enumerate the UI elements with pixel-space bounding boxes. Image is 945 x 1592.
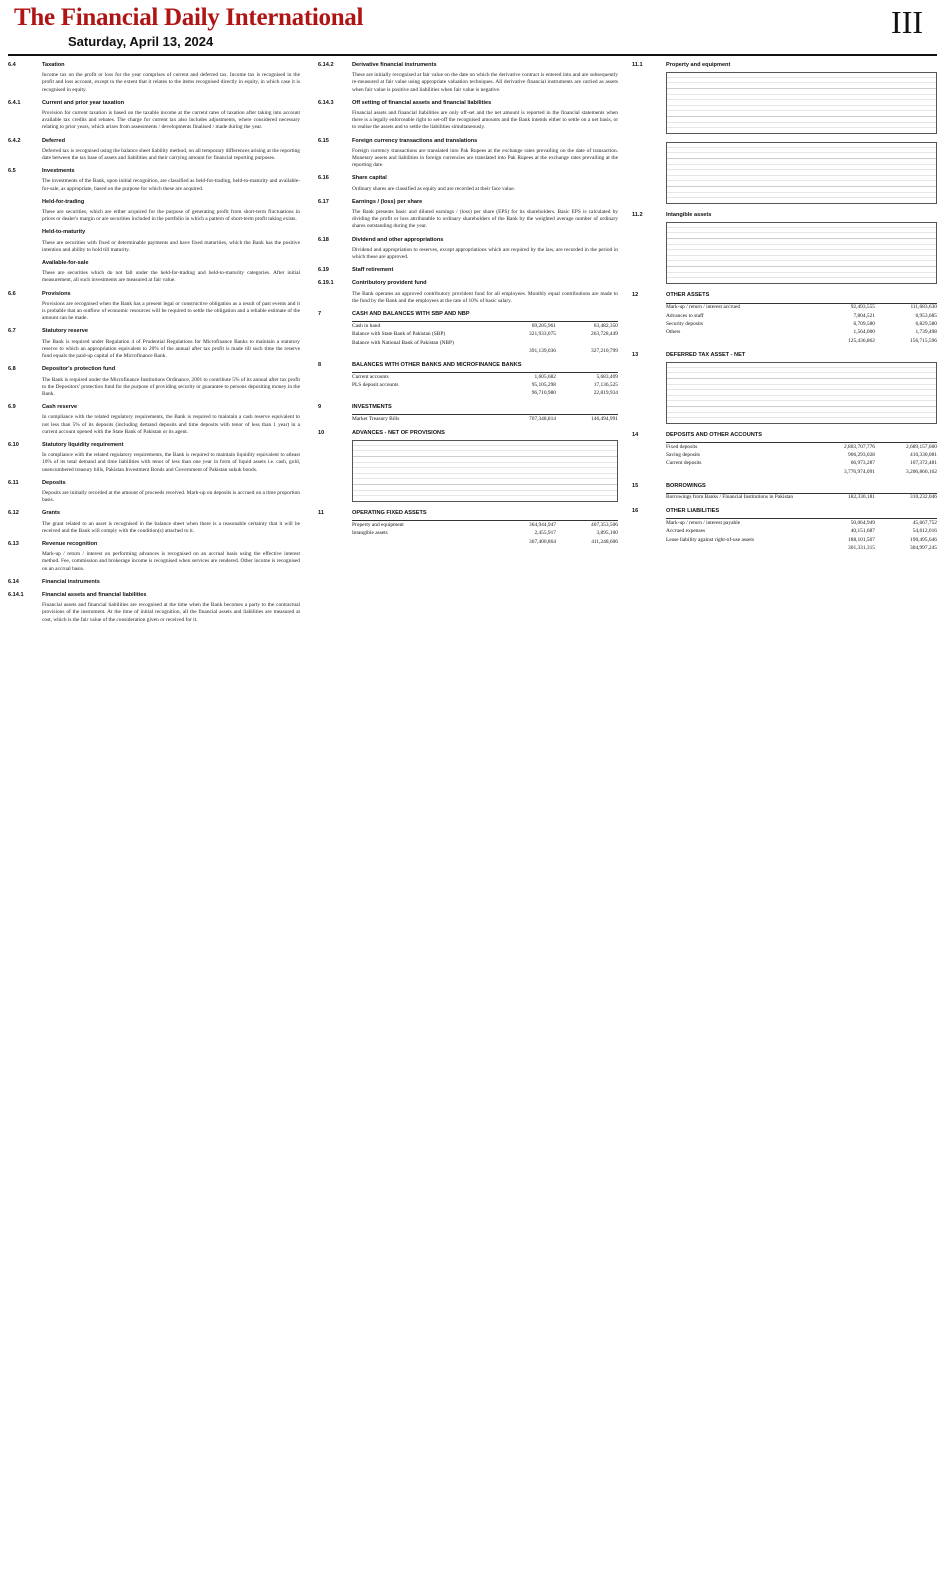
row-label: Mark-up / return / interest payable [666,519,741,526]
note-section [8,366,300,398]
note-text: Deposits are initially recorded at the amount of proceeds received. Mark-up on deposits is accrued on a time proportion basis. [42,489,300,504]
note-text: The investments of the Bank, upon initial recognition, are classified as held-for-trading, held-to-maturity and available-for-sale, as appropriate, based on the purpose for which these are acquired. [42,178,300,192]
note-number: 6.10 [8,441,19,448]
note-title: OTHER ASSETS [666,292,710,299]
note-text: These are securities which do not fall under the held-for-trading and held-to-maturity categories. After initial measurement, all such investments are measured at fair value. [42,270,300,284]
note-text: The Bank operates an approved contributory provident fund for all employees. Monthly equal contributions are made to the fund by the Bank and the employees at the rate of 10% of basic salary. [352,290,618,304]
note-heading [8,168,300,175]
note-title: Earnings / (loss) per share [352,198,423,205]
note-number: 6.4.2 [8,137,21,144]
row-label: Security deposits [666,320,703,327]
note-heading [632,292,937,299]
note-number: 6.17 [318,198,329,205]
table-row [666,460,937,468]
note-heading [318,138,618,145]
table-row [352,381,618,389]
note-title: Deposits [42,479,66,486]
note-heading [8,291,300,298]
note-number: 6.12 [8,510,19,517]
table-row [666,312,937,320]
note-heading [8,229,300,236]
note-heading [632,432,937,439]
note-title: Grants [42,510,61,517]
note-heading [8,592,300,599]
value-2023: 367,400,864 [529,538,556,545]
note-title: Taxation [42,62,65,68]
value-2022: 1,739,498 [915,329,937,336]
table-row [666,304,937,312]
note-table-section [632,432,937,477]
table-row [352,322,618,330]
value-2022: 310,232,046 [910,494,937,501]
note-number: 6.19.1 [318,280,334,287]
row-label: Saving deposits [666,451,700,458]
value-2023: 7,804,521 [853,312,875,319]
note-heading [8,199,300,206]
note-title: BALANCES WITH OTHER BANKS AND MICROFINANCE BANKS [352,361,522,368]
note-heading [632,483,937,490]
note-title: Financial instruments [42,578,100,585]
table-row [666,545,937,553]
note-section [318,175,618,192]
note-number: 10 [318,429,325,436]
note-text: Financial assets and financial liabilities are recognised at the time when the Bank becomes a party to the contractual provisions of the instrument. At the time of initial recognition, all the financial assets and liabilities are measured at cost, which is the fair value of the consideration given or received for it. [42,602,300,623]
row-label: Mark-up / return / interest accrued [666,304,741,311]
row-label: Balance with State Bank of Pakistan (SBP) [352,331,446,338]
deferred-tax-table [666,362,937,424]
note-number: 8 [318,361,322,368]
note-number: 14 [632,431,639,438]
note-section [8,62,300,94]
note-title: Statutory liquidity requirement [42,441,124,448]
value-2023: 6,709,580 [853,320,875,327]
value-2023: 125,436,862 [848,337,875,344]
note-text: These are securities, which are either acquired for the purpose of generating profit from short-term fluctuations in prices or dealer's margin or are securities included in the portfolio in which a pattern of short-term profit taking exists. [42,209,300,223]
note-number: 13 [632,351,639,358]
note-table-section [318,510,618,546]
note-title: OTHER LIABILITIES [666,508,720,515]
note-number: 6.11 [8,479,19,486]
note-section [318,280,618,305]
note-number: 9 [318,404,322,411]
note-section [318,237,618,262]
value-2022: 3,206,860,162 [906,468,937,475]
note-title: DEFERRED TAX ASSET - NET [666,351,746,358]
value-2023: 1,605,682 [534,373,556,380]
value-2023: 188,101,507 [848,536,875,543]
note-heading [318,362,618,369]
value-2023: 1,564,000 [853,329,875,336]
note-number: 12 [632,292,639,299]
value-2022: 107,372,481 [910,460,937,467]
value-2022: 54,612,016 [912,528,937,535]
value-2023: 2,455,917 [534,530,556,537]
note-title: ADVANCES - NET OF PROVISIONS [352,429,445,436]
note-number: 6.14.2 [318,62,334,68]
note-section [318,100,618,132]
note-number: 6.4.1 [8,99,21,106]
value-2022: 327,210,799 [591,348,618,355]
note-number: 6.14 [8,578,19,585]
note-text: Provisions are recognised when the Bank has a present legal or constructive obligation as a result of past events and it is probable that an outflow of economic resources will be required to settle the obligation and a reliable estimate of the amount can be made. [42,300,300,322]
note-title: OPERATING FIXED ASSETS [352,510,427,517]
note-section [318,62,618,94]
note-section [8,291,300,323]
value-2023: 96,710,980 [531,390,556,397]
note-heading [8,100,300,107]
row-label: Accrued expenses [666,528,706,535]
row-label [352,348,494,355]
value-2022: 407,353,506 [591,521,618,528]
note-number: 6.5 [8,168,16,175]
value-2022: 146,494,991 [591,416,618,423]
value-2023: 182,330,181 [848,494,875,501]
note-number [8,199,42,206]
value-2023: 69,205,961 [531,322,556,329]
note-number: 6.8 [8,366,16,373]
note-title: Derivative financial instruments [352,62,437,68]
note-heading [632,62,937,69]
value-2022 [556,340,618,347]
value-2023 [494,340,556,347]
note-text: The Bank is required under the Microfinance Institutions Ordinance, 2001 to contribute 5% of its annual after tax profit to the Depositors' protection fund for the purpose of providing security or guarantee to persons depositing money in the Bank. [42,376,300,397]
note-text: In compliance with the related regulatory requirements, the Bank is required to maintain liquidity equivalent to atleast 10% of its total demand and time liabilities with tenor of less than one year in form of liquid assets i.e. cash, gold, unencumbered treasury bills, Pakistan Investment Bonds and Government of Pakistan sukuk bonds. [42,452,300,473]
note-section [318,199,618,231]
value-2022: 22,819,934 [593,390,618,397]
note-text: These are securities with fixed or determinable payments and have fixed maturities, which the Bank has the positive intention and ability to hold till maturity. [42,239,300,253]
advances-table-placeholder [352,440,618,502]
row-label: Cash in hand [352,322,381,329]
value-2023: 3,776,974,091 [844,468,875,475]
note-heading [318,280,618,287]
note-number: 6.15 [318,137,329,144]
table-row [666,536,937,544]
row-label [352,539,494,546]
note-text: Dividend and appropriation to reserves, except appropriations which are required by the law, are recorded in the period in which these are approved. [352,246,618,261]
note-section [8,592,300,624]
table-row [666,494,937,502]
value-2023: 2,803,707,776 [844,443,875,450]
note-section [8,480,300,505]
financial-table [352,520,618,546]
note-heading [8,366,300,373]
note-number: 11 [318,510,324,517]
financial-table [352,321,618,356]
value-2023: 906,293,028 [848,451,875,458]
note-section [8,328,300,360]
table-row [666,451,937,459]
note-heading [8,62,300,69]
note-section [8,404,300,436]
note-section [8,100,300,132]
note-number: 6.7 [8,328,16,335]
note-title: Current and prior year taxation [42,99,125,106]
financial-table [352,414,618,423]
note-text: The Bank presents basic and diluted earnings / (loss) per share (EPS) for its shareholders. Basic EPS is calculated by dividing the profit or loss attributable to ordinary shareholders of the Bank by the weighted average number of ordinary shares outstanding during the year. [352,209,618,230]
note-heading [8,541,300,548]
note-number: 6.9 [8,404,16,411]
note-title: Held-to-maturity [42,229,86,236]
note-number: 6.14.1 [8,591,24,598]
table-row [352,415,618,423]
value-2023: 301,331,315 [848,545,875,552]
table-row [352,530,618,538]
note-title: Dividend and other appropriations [352,236,444,243]
note-heading [318,62,618,69]
value-2023: 364,944,947 [529,521,556,528]
value-2023: 707,348,814 [529,416,556,423]
value-2022: 5,683,409 [596,373,618,380]
table-row [666,443,937,451]
value-2023: 95,105,298 [531,382,556,389]
financial-table [666,518,937,553]
note-number [8,229,42,236]
note-title: Depositor's protection fund [42,366,116,373]
note-number [8,260,42,267]
note-section [8,579,300,586]
column-3 [632,62,937,1587]
value-2022: 156,715,596 [910,337,937,344]
newspaper-title: The Financial Daily International [14,4,364,31]
note-title: BORROWINGS [666,482,706,489]
note-number: 6.4 [8,62,16,68]
note-table-section [318,311,618,356]
note-title: Available-for-sale [42,260,89,267]
note-number: 6.16 [318,175,329,182]
note-section [8,199,300,224]
issue-date: Saturday, April 13, 2024 [68,34,214,49]
row-label: Market Treasury Bills [352,416,400,423]
note-section [8,541,300,573]
table-row [352,331,618,339]
note-heading [8,260,300,267]
note-section [318,267,618,274]
note-text: Foreign currency transactions are translated into Pak Rupees at the exchange rates prevailing on the date of transaction. Monetary assets and liabilities in foreign currencies are translated into Pak Rupees at the exchange rates prevailing at the reporting date. [352,147,618,169]
note-heading [8,328,300,335]
note-title: Staff retirement [352,267,394,274]
note-table-section [318,362,618,398]
note-number: 6.6 [8,290,16,297]
note-number: 6.13 [8,540,19,547]
note-heading [632,352,937,359]
note-heading [8,442,300,449]
note-heading [318,237,618,244]
note-text: Financial assets and financial liabilities are only off-set and the net amount is reported in the financial statements when there is a legally enforceable right to set-off the recognised amounts and the Bank intends either to settle on a net basis, or to realise the assets and to settle the liabilities simultaneously. [352,110,618,131]
value-2022: 410,330,081 [910,451,937,458]
row-label [666,545,813,552]
table-row [352,373,618,381]
note-title: Share capital [352,175,387,182]
note-section [8,442,300,474]
note-table-section [632,483,937,503]
note-heading [8,480,300,487]
financial-table [666,303,937,346]
property-schedule-table-2022 [666,142,937,204]
note-heading [318,100,618,107]
table-row [666,320,937,328]
note-text: The grant related to an asset is recognised in the balance sheet when there is a reasonable certainty that it will be received and the Bank will comply with the condition(s) attached to it. [42,520,300,534]
note-title: Provisions [42,290,71,297]
note-text: The Bank is required under Regulation 4 of Prudential Regulations for Microfinance Banks to maintain a statutory reserve to which an appropriation equivalent to 20% of the annual after tax profit is made till such time the reserve fund equals the paid-up capital of the Microfinance Bank. [42,338,300,360]
note-title: Cash reserve [42,404,78,411]
table-row [352,538,618,546]
value-2022: 2,689,157,600 [906,443,937,450]
table-row [666,468,937,476]
note-title: Held-for-trading [42,198,85,205]
table-row [666,519,937,527]
note-title: INVESTMENTS [352,404,392,411]
row-label: Current deposits [666,460,702,467]
note-title: Intangible assets [666,212,712,219]
note-title: Financial assets and financial liabilities [42,591,147,598]
note-text: Income tax on the profit or loss for the year comprises of current and deferred tax. Income tax is recognised in the profit and loss account, except to the extent that it relates to the items recognised directly in equity, in which case it is recognised in equity. [42,72,300,93]
note-title: Statutory reserve [42,328,89,335]
value-2022: 411,248,606 [591,538,618,545]
note-heading [8,510,300,517]
note-title: Foreign currency transactions and translations [352,137,478,144]
note-table-section [632,508,937,553]
note-heading [318,199,618,206]
note-number: 15 [632,482,639,489]
note-text: In compliance with the related regulatory requirements, the Bank is required to maintain a cash reserve equivalent to not less than 5% of its deposits (including demand deposits and time deposits with tenor of less than 1 year) in a current account opened with the State Bank of Pakistan or its agent. [42,414,300,435]
value-2023: 50,064,949 [850,519,875,526]
value-2022: 190,495,646 [910,536,937,543]
intangible-schedule-table [666,222,937,284]
value-2023: 40,151,687 [850,528,875,535]
note-text: These are initially recognised at fair value on the date on which the derivative contract is entered into and are subsequently re-measured at fair value using appropriate valuation techniques. All derivative financial instruments are carried as assets when fair value is positive and liabilities when fair value is negative. [352,72,618,93]
table-row [666,337,937,345]
note-title: DEPOSITS AND OTHER ACCOUNTS [666,431,762,438]
note-title: CASH AND BALANCES WITH SBP AND NBP [352,311,470,318]
value-2022: 6,829,580 [915,320,937,327]
note-section [8,260,300,285]
note-title: Deferred [42,137,66,144]
note-number: 16 [632,508,639,515]
note-heading [8,404,300,411]
note-number: 6.18 [318,236,329,243]
note-title: Property and equipment [666,62,731,68]
note-section [8,229,300,254]
property-schedule-table [666,72,937,134]
note-title: Contributory provident fund [352,280,427,287]
financial-table [352,372,618,398]
note-heading [318,510,618,517]
financial-table [666,493,937,502]
column-1 [8,62,300,1587]
note-section [8,510,300,535]
value-2023: 66,973,287 [850,460,875,467]
note-text: Deferred tax is recognised using the balance sheet liability method, on all temporary differences arising at the reporting date between the tax base of assets and liabilities and their carrying amount for financial reporting purposes. [42,147,300,162]
value-2022: 304,997,245 [910,545,937,552]
table-row [352,521,618,529]
note-heading [318,404,618,411]
column-2 [318,62,618,1587]
note-section [8,138,300,163]
value-2022: 63,482,350 [593,322,618,329]
row-label: Property and equipment [352,521,404,528]
value-2022: 45,667,752 [912,519,937,526]
table-row [352,347,618,355]
note-title: Investments [42,168,75,175]
value-2022: 263,728,449 [591,331,618,338]
value-2023: 92,493,555 [850,304,875,311]
note-table-section [632,292,937,345]
row-label: Lease liability against right-of-use assets [666,536,755,543]
value-2022: 111,683,630 [910,304,937,311]
note-heading [8,579,300,586]
table-row [352,339,618,347]
row-label: Balance with National Bank of Pakistan (NBP) [352,339,454,346]
note-number: 11.1 [632,62,643,68]
row-label: Fixed deposits [666,443,698,450]
note-section [318,138,618,170]
note-heading [632,212,937,219]
table-row [666,329,937,337]
row-label: PLS deposit accounts [352,382,399,389]
value-2022: 3,895,100 [596,530,618,537]
note-heading [318,430,618,437]
value-2022: 17,136,525 [593,382,618,389]
note-text: Provision for current taxation is based on the taxable income at the current rates of taxation after taking into account available tax credits and rebates. The charge for current tax also includes adjustments, where considered necessary relating to prior years, which arises from assessments / developments finalised / made during the year. [42,110,300,131]
note-section [8,168,300,193]
note-title: Revenue recognition [42,540,98,547]
value-2023: 391,139,036 [529,348,556,355]
row-label [352,390,494,397]
note-text: Mark-up / return / interest on performing advances is recognised on an accrual basis using the effective interest method. Fee, commission and brokerage income is recognised when services are rendered. Other income is recognised on an accrual basis. [42,551,300,572]
note-text: Ordinary shares are classified as equity and are recorded at their face value. [352,185,515,192]
note-number: 11.2 [632,212,643,219]
note-number: 7 [318,311,322,318]
note-number: 6.19 [318,267,329,274]
note-title: Off setting of financial assets and financial liabilities [352,99,492,106]
note-table-section [318,404,618,424]
row-label: Advances to staff [666,312,704,319]
value-2023: 321,933,075 [529,331,556,338]
note-heading [318,311,618,318]
value-2022: 6,953,685 [915,312,937,319]
note-heading [318,267,618,274]
table-row [352,390,618,398]
note-heading [318,175,618,182]
table-row [666,528,937,536]
note-heading [632,508,937,515]
row-label [666,469,813,476]
row-label: Intangible assets [352,530,388,537]
page-number: III [891,4,923,40]
note-number: 6.14.3 [318,99,334,106]
row-label: Current accounts [352,373,389,380]
note-heading [8,138,300,145]
row-label: Others [666,329,681,336]
row-label: Borrowings from Banks / Financial Institutions in Pakistan [666,494,794,501]
masthead-rule [8,54,937,56]
financial-table [666,442,937,477]
row-label [666,338,813,345]
